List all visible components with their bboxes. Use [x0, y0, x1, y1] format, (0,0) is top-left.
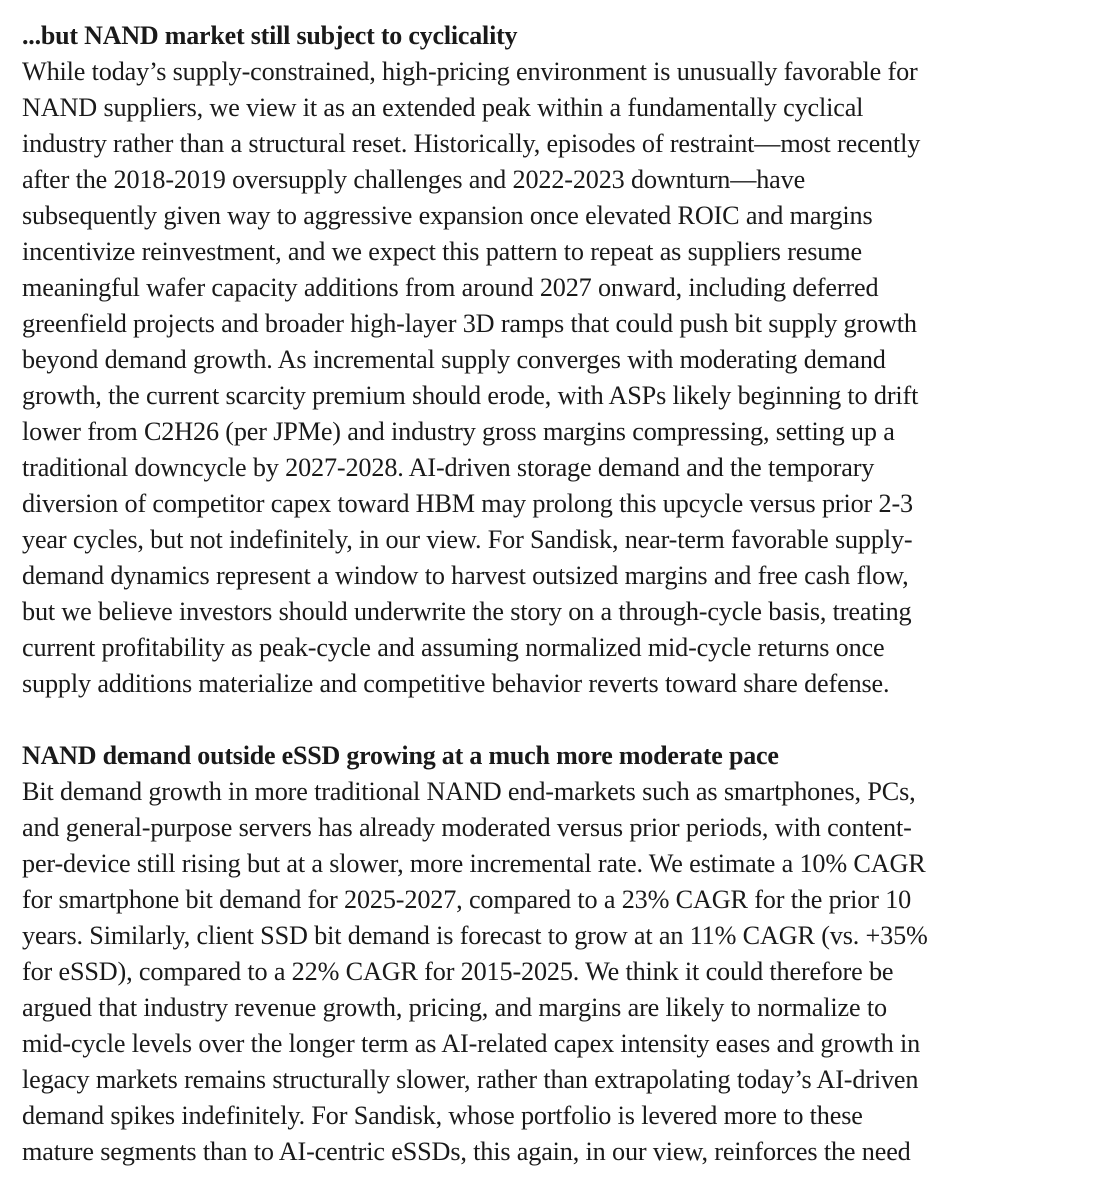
section-body [22, 774, 1082, 1170]
body-line: meaningful wafer capacity additions from around 2027 onward, including deferred [22, 273, 879, 302]
body-line: mature segments than to AI-centric eSSDs, this again, in our view, reinforces the need [22, 1137, 911, 1166]
section-heading: NAND demand outside eSSD growing at a much more moderate pace [22, 741, 779, 770]
body-line: mid-cycle levels over the longer term as AI-related capex intensity eases and growth in [22, 1029, 921, 1058]
section-heading: ...but NAND market still subject to cyclicality [22, 21, 518, 50]
body-line: incentivize reinvestment, and we expect this pattern to repeat as suppliers resume [22, 237, 862, 266]
body-line: lower from C2H26 (per JPMe) and industry gross margins compressing, setting up a [22, 417, 895, 446]
body-line: after the 2018-2019 oversupply challenges and 2022-2023 downturn—have [22, 165, 806, 194]
section-spacer [22, 702, 1082, 738]
body-line: diversion of competitor capex toward HBM may prolong this upcycle versus prior 2-3 [22, 489, 913, 518]
body-line: industry rather than a structural reset. Historically, episodes of restraint—most recently [22, 129, 921, 158]
body-line: and general-purpose servers has already moderated versus prior periods, with content- [22, 813, 912, 842]
body-line: greenfield projects and broader high-layer 3D ramps that could push bit supply growth [22, 309, 917, 338]
body-line: for eSSD), compared to a 22% CAGR for 2015-2025. We think it could therefore be [22, 957, 894, 986]
section-body [22, 54, 1082, 702]
body-line: legacy markets remains structurally slower, rather than extrapolating today’s AI-driven [22, 1065, 919, 1094]
body-line: but we believe investors should underwrite the story on a through-cycle basis, treating [22, 597, 912, 626]
body-line: While today’s supply-constrained, high-pricing environment is unusually favorable for [22, 57, 918, 86]
body-line: for smartphone bit demand for 2025-2027, compared to a 23% CAGR for the prior 10 [22, 885, 912, 914]
body-line: years. Similarly, client SSD bit demand is forecast to grow at an 11% CAGR (vs. +35% [22, 921, 928, 950]
body-line: supply additions materialize and competitive behavior reverts toward share defense. [22, 669, 890, 698]
body-line: demand dynamics represent a window to harvest outsized margins and free cash flow, [22, 561, 909, 590]
body-line: traditional downcycle by 2027-2028. AI-driven storage demand and the temporary [22, 453, 875, 482]
body-line: current profitability as peak-cycle and assuming normalized mid-cycle returns once [22, 633, 885, 662]
body-line: year cycles, but not indefinitely, in our view. For Sandisk, near-term favorable supply- [22, 525, 913, 554]
section-nand-demand [22, 738, 1082, 1170]
section-cyclicality [22, 18, 1082, 702]
body-line: demand spikes indefinitely. For Sandisk, whose portfolio is levered more to these [22, 1101, 863, 1130]
body-line: NAND suppliers, we view it as an extended peak within a fundamentally cyclical [22, 93, 864, 122]
body-line: Bit demand growth in more traditional NAND end-markets such as smartphones, PCs, [22, 777, 916, 806]
body-line: growth, the current scarcity premium should erode, with ASPs likely beginning to drift [22, 381, 919, 410]
body-line: beyond demand growth. As incremental supply converges with moderating demand [22, 345, 886, 374]
body-line: per-device still rising but at a slower, more incremental rate. We estimate a 10% CAGR [22, 849, 926, 878]
body-line: subsequently given way to aggressive expansion once elevated ROIC and margins [22, 201, 873, 230]
body-line: argued that industry revenue growth, pricing, and margins are likely to normalize to [22, 993, 887, 1022]
